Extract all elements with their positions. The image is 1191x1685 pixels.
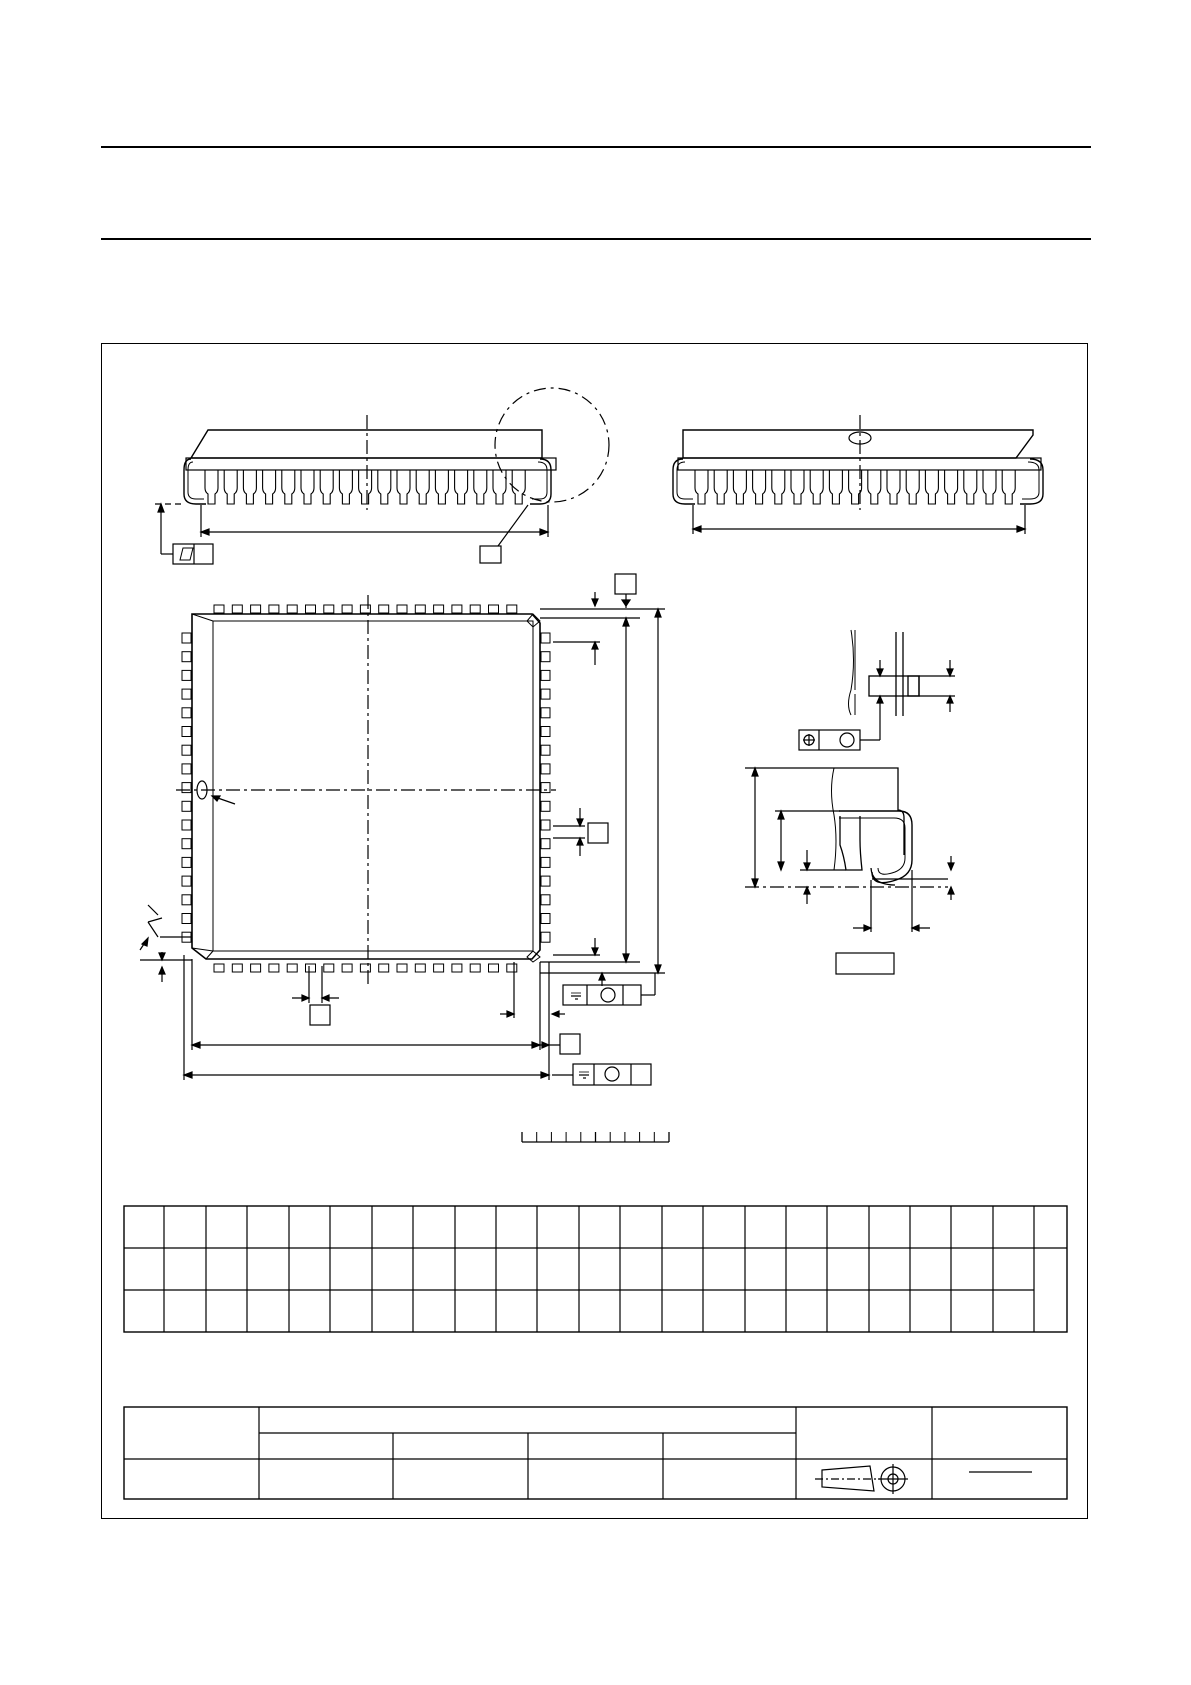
pad <box>182 652 191 662</box>
pad <box>182 876 191 886</box>
pad <box>541 914 550 924</box>
side-view-left <box>155 388 609 564</box>
lead-detail-lower <box>745 768 954 974</box>
lead-finger <box>829 470 842 504</box>
pad <box>397 605 407 613</box>
flatness-symbol <box>180 548 193 560</box>
lead-finger <box>224 470 237 504</box>
lead-finger <box>493 470 506 504</box>
lead-finger <box>983 470 996 504</box>
lead-finger <box>906 470 919 504</box>
lead-finger <box>714 470 727 504</box>
pad <box>541 895 550 905</box>
pad <box>397 964 407 972</box>
lead-finger <box>339 470 352 504</box>
pad <box>541 764 550 774</box>
pad <box>342 605 352 613</box>
lead-finger <box>282 470 295 504</box>
side-view-right-leads <box>695 470 1015 504</box>
pad <box>287 605 297 613</box>
lead-finger <box>263 470 276 504</box>
pad <box>182 839 191 849</box>
pad <box>324 605 334 613</box>
pad <box>507 964 517 972</box>
outline-version-table <box>124 1407 1067 1499</box>
pad <box>541 670 550 680</box>
side-view-right <box>673 415 1043 534</box>
pad <box>182 689 191 699</box>
pad <box>232 964 242 972</box>
pad <box>251 964 261 972</box>
pad <box>452 964 462 972</box>
lead-finger <box>1002 470 1015 504</box>
pin1-index-mark <box>197 781 235 804</box>
pad <box>360 605 370 613</box>
pad <box>182 727 191 737</box>
pad <box>470 964 480 972</box>
pad <box>379 964 389 972</box>
pad <box>269 964 279 972</box>
pad <box>182 633 191 643</box>
pad <box>360 964 370 972</box>
pad <box>541 932 550 942</box>
position-tolerance-frame-right <box>563 973 655 1005</box>
lead-finger <box>791 470 804 504</box>
pad <box>182 708 191 718</box>
lead-finger <box>887 470 900 504</box>
pad <box>306 964 316 972</box>
lead-finger <box>397 470 410 504</box>
lead-finger <box>455 470 468 504</box>
dimension-table <box>124 1206 1067 1332</box>
pad <box>452 605 462 613</box>
lead-finger <box>435 470 448 504</box>
pad <box>415 605 425 613</box>
pad <box>182 745 191 755</box>
pad <box>306 605 316 613</box>
pad <box>182 783 191 793</box>
position-tolerance-frame-bottom <box>552 1064 651 1085</box>
pad <box>541 652 550 662</box>
lead-finger <box>810 470 823 504</box>
lead-finger <box>359 470 372 504</box>
pad <box>541 820 550 830</box>
pad <box>434 605 444 613</box>
lead-finger <box>772 470 785 504</box>
pad <box>507 605 517 613</box>
pad <box>541 839 550 849</box>
pad <box>182 820 191 830</box>
pad <box>324 964 334 972</box>
lead-finger <box>378 470 391 504</box>
pad <box>541 689 550 699</box>
pad <box>541 727 550 737</box>
lead-finger <box>868 470 881 504</box>
pad <box>182 895 191 905</box>
pad <box>541 876 550 886</box>
pad <box>287 964 297 972</box>
lead-finger <box>753 470 766 504</box>
pad <box>214 964 224 972</box>
pad <box>489 605 499 613</box>
pad <box>541 708 550 718</box>
projection-symbol <box>815 1464 908 1494</box>
top-view-pads <box>182 605 550 972</box>
pad <box>379 605 389 613</box>
side-view-left-leads <box>205 470 525 504</box>
pad <box>182 857 191 867</box>
lead-finger <box>733 470 746 504</box>
pad <box>182 670 191 680</box>
pad <box>214 605 224 613</box>
lead-detail-upper <box>799 630 955 750</box>
scale-bar <box>522 1132 669 1142</box>
position-tolerance-frame-detail <box>799 730 860 750</box>
pad <box>541 633 550 643</box>
lead-finger <box>474 470 487 504</box>
pad <box>342 964 352 972</box>
pad <box>269 605 279 613</box>
lead-finger <box>964 470 977 504</box>
pad <box>182 764 191 774</box>
pad <box>541 801 550 811</box>
lead-finger <box>416 470 429 504</box>
lead-finger <box>695 470 708 504</box>
lead-finger <box>925 470 938 504</box>
pad <box>489 964 499 972</box>
top-view <box>140 574 665 1085</box>
pad <box>415 964 425 972</box>
pad <box>541 857 550 867</box>
pad <box>434 964 444 972</box>
lead-finger <box>945 470 958 504</box>
lead-finger <box>301 470 314 504</box>
lead-finger <box>205 470 218 504</box>
pad <box>541 783 550 793</box>
pad <box>251 605 261 613</box>
lead-finger <box>320 470 333 504</box>
lead-finger <box>243 470 256 504</box>
pad <box>541 745 550 755</box>
pad <box>182 801 191 811</box>
pad <box>182 914 191 924</box>
pad <box>232 605 242 613</box>
pad <box>470 605 480 613</box>
